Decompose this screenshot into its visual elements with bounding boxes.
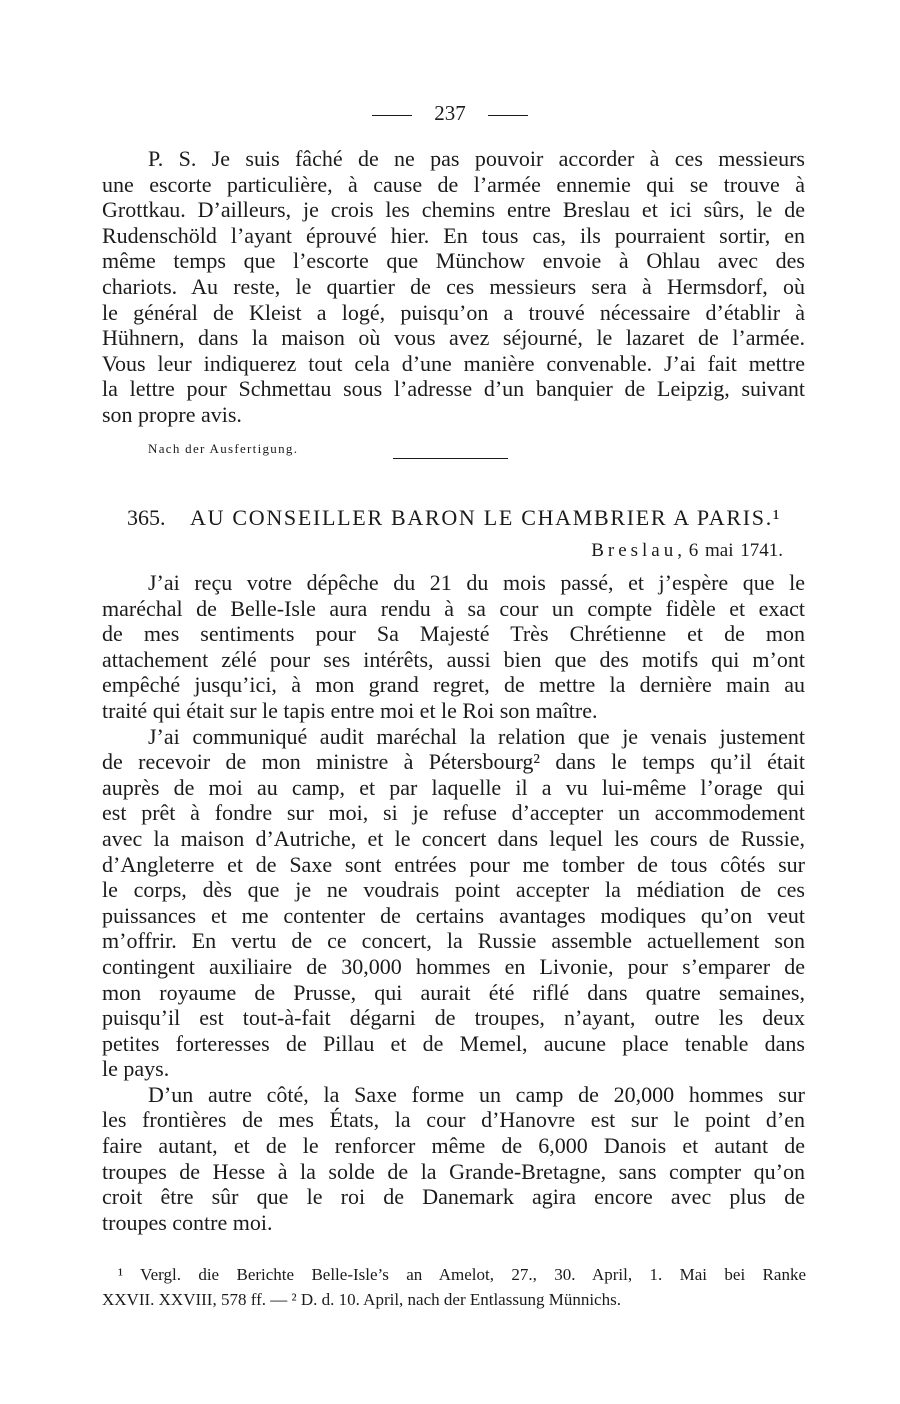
- postscript-line: son propre avis.: [102, 401, 242, 427]
- text-line: auprès de moi au camp, et par laquelle il a vu lui-même l’orage qui: [102, 774, 805, 800]
- text-line: puisqu’il est tout-à-fait dégarni de troupes, n’ayant, outre les deux: [102, 1005, 805, 1031]
- text-line: est prêt à fondre sur moi, si je refuse d’accepter un accommodement: [102, 800, 805, 826]
- footnote-line: ¹ Vergl. die Berichte Belle-Isle’s an Amelot, 27., 30. April, 1. Mai bei Ranke: [118, 1265, 806, 1284]
- text-line: les frontières de mes États, la cour d’Hanovre est sur le point d’en: [102, 1107, 805, 1133]
- text-line: puissances et me contenter de certains avantages modiques qu’on veut: [102, 902, 805, 928]
- postscript-line: le général de Kleist a logé, puisqu’on a trouvé nécessaire d’établir à: [102, 299, 805, 325]
- footnotes: [102, 1262, 806, 1312]
- footnote-line: XXVII. XXVIII, 578 ff. — ² D. d. 10. April, nach der Entlassung Münnichs.: [102, 1290, 621, 1309]
- text-line: contingent auxiliaire de 30,000 hommes en Livonie, pour s’emparer de: [102, 953, 805, 979]
- text-line: le corps, dès que je ne voudrais point accepter la médiation de ces: [102, 877, 805, 903]
- text-line: le pays.: [102, 1056, 170, 1082]
- text-line: faire autant, et de le renforcer même de 6,000 Danois et autant de: [102, 1133, 805, 1159]
- text-line: J’ai reçu votre dépêche du 21 du mois passé, et j’espère que le: [148, 570, 805, 595]
- running-head: [0, 98, 900, 128]
- postscript-line: Grottkau. D’ailleurs, je crois les chemins entre Breslau et ici sûrs, le de: [102, 197, 805, 223]
- paragraph: [102, 570, 805, 724]
- rule-dash-right: [488, 115, 528, 116]
- text-line: mon royaume de Prusse, qui aurait été riflé dans quatre semaines,: [102, 979, 805, 1005]
- text-line: d’Angleterre et de Saxe sont entrées pour me tomber de tous côtés sur: [102, 851, 805, 877]
- text-line: empêché jusqu’ici, à mon grand regret, de mettre la dernière main au: [102, 672, 805, 698]
- paragraph: [102, 724, 805, 1082]
- text-line: croit être sûr que le roi de Danemark agira encore avec plus de: [102, 1184, 805, 1210]
- dateline: [591, 540, 783, 562]
- rule-dash-left: [372, 115, 412, 116]
- letter-heading: [0, 505, 900, 531]
- text-line: petites forteresses de Pillau et de Memel, aucune place tenable dans: [102, 1030, 805, 1056]
- separator-rule: [393, 458, 508, 459]
- text-line: de recevoir de mon ministre à Pétersbourg² dans le temps qu’il était: [102, 749, 805, 775]
- postscript-line: une escorte particulière, à cause de l’armée ennemie qui se trouve à: [102, 171, 805, 197]
- text-line: m’offrir. En vertu de ce concert, la Russie assemble actuellement son: [102, 928, 805, 954]
- text-line: troupes contre moi.: [102, 1209, 273, 1235]
- dateline-date: , 6 mai 1741.: [677, 540, 783, 561]
- text-line: troupes de Hesse à la solde de la Grande-Bretagne, sans compter qu’on: [102, 1158, 805, 1184]
- postscript-line: même temps que l’escorte que Münchow envoie à Ohlau avec des: [102, 248, 805, 274]
- postscript-line: la lettre pour Schmettau sous l’adresse d’un banquier de Leipzig, suivant: [102, 376, 805, 402]
- text-line: de mes sentiments pour Sa Majesté Très Chrétienne et de mon: [102, 621, 805, 647]
- postscript-line: Vous leur indiquerez tout cela d’une manière convenable. J’ai fait mettre: [102, 350, 805, 376]
- text-line: traité qui était sur le tapis entre moi et le Roi son maître.: [102, 697, 598, 723]
- paragraph: [102, 1082, 805, 1236]
- postscript-line: Hühnern, dans la maison où vous avez séjourné, le lazaret de l’armée.: [102, 325, 805, 351]
- postscript-line: chariots. Au reste, le quartier de ces messieurs sera à Hermsdorf, où: [102, 273, 805, 299]
- postscript-line: P. S. Je suis fâché de ne pas pouvoir accorder à ces messieurs: [148, 146, 805, 171]
- postscript-line: Rudenschöld l’ayant éprouvé hier. En tous cas, ils pourraient sortir, en: [102, 222, 805, 248]
- postscript: [102, 146, 805, 428]
- letter-body: [102, 570, 805, 1235]
- text-line: J’ai communiqué audit maréchal la relation que je venais justement: [148, 723, 805, 749]
- letter-title: AU CONSEILLER BARON LE CHAMBRIER A PARIS.¹: [190, 505, 782, 530]
- text-line: maréchal de Belle-Isle aura rendu à sa cour un compte fidèle et exact: [102, 595, 805, 621]
- page-number: 237: [434, 101, 466, 125]
- text-line: avec la maison d’Autriche, et le concert dans lequel les cours de Russie,: [102, 825, 805, 851]
- source-note: Nach der Ausfertigung.: [148, 441, 299, 456]
- text-line: D’un autre côté, la Saxe forme un camp de 20,000 hommes sur: [148, 1081, 805, 1107]
- text-line: attachement zélé pour ses intérêts, aussi bien que des motifs qui m’ont: [102, 646, 805, 672]
- letter-number: 365.: [127, 505, 166, 530]
- dateline-place: Breslau: [591, 540, 678, 561]
